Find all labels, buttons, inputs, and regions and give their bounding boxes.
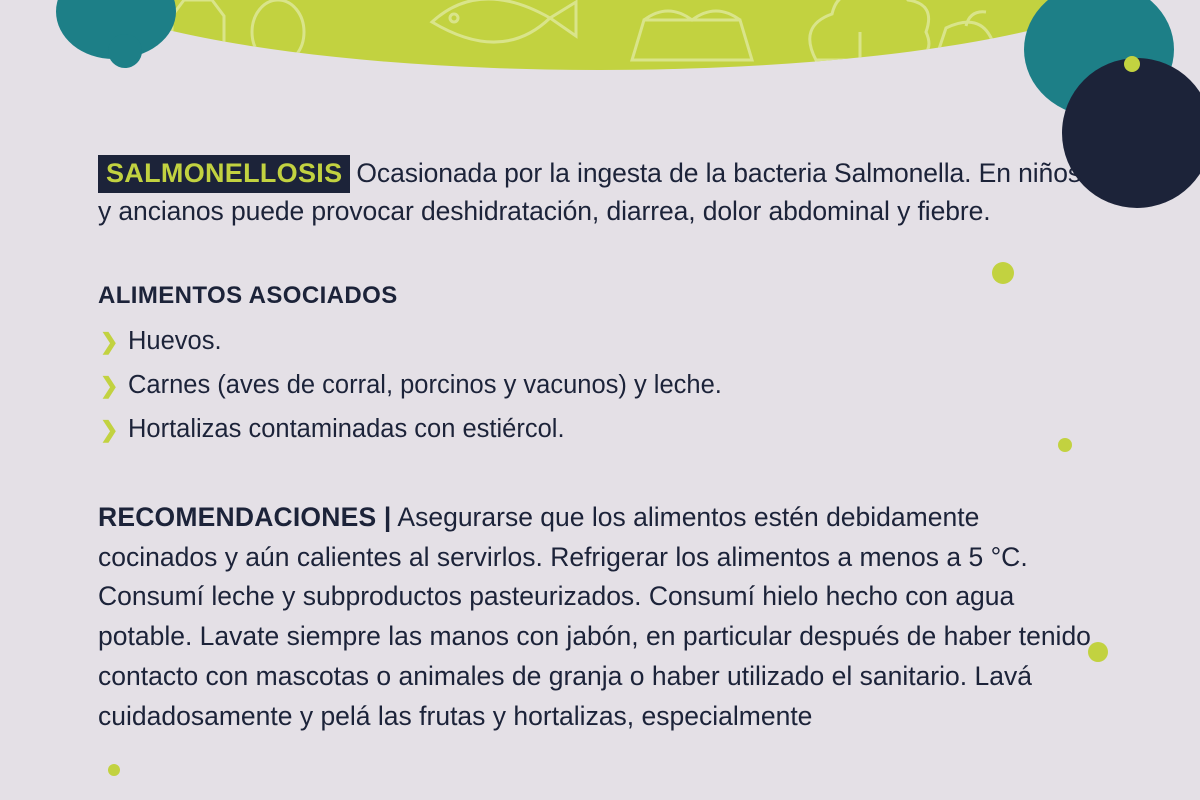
decorative-dot-lime-4: [108, 764, 120, 776]
decorative-dot-lime-top: [1124, 56, 1140, 72]
list-item-label: Huevos.: [128, 327, 222, 356]
recommendations-paragraph: [98, 498, 1100, 737]
decorative-dot-teal-small: [108, 34, 142, 68]
recommendations-label: RECOMENDACIONES |: [98, 501, 392, 532]
list-item-label: Hortalizas contaminadas con estiércol.: [128, 415, 565, 443]
article-content: [98, 128, 1100, 763]
list-item: [98, 364, 1100, 408]
chevron-right-icon: ❯: [100, 373, 119, 399]
chevron-right-icon: ❯: [100, 329, 119, 355]
list-item: [98, 320, 1100, 364]
associated-foods-heading: ALIMENTOS ASOCIADOS: [98, 282, 398, 310]
list-item-label: Carnes (aves de corral, porcinos y vacunos) y leche.: [128, 371, 722, 400]
header-band: [40, 0, 1160, 70]
page-title: SALMONELLOSIS: [98, 155, 350, 193]
list-item: [98, 408, 1100, 452]
food-illustration-band: [40, 0, 1160, 70]
recommendations-text: Asegurarse que los alimentos estén debidamente cocinados y aún calientes al servirlos. Refrigerar los alimentos a menos a 5 °C. Consumí leche y subproductos pasteurizados. Consumí hielo hecho con agua potable. Lavate siempre las manos con jabón, en particular después de haber tenido contacto con mascotas o animales de granja o haber utilizado el sanitario. Lavá cuidadosamente y pelá las frutas y hortalizas, especialmente: [98, 501, 1091, 731]
chevron-right-icon: ❯: [100, 416, 119, 442]
intro-paragraph: [98, 155, 1100, 231]
associated-foods-list: [98, 320, 1100, 452]
intro-text: Ocasionada por la ingesta de la bacteria Salmonella. En niños y ancianos puede provocar deshidratación, diarrea, dolor abdominal y fiebre.: [98, 157, 1081, 226]
